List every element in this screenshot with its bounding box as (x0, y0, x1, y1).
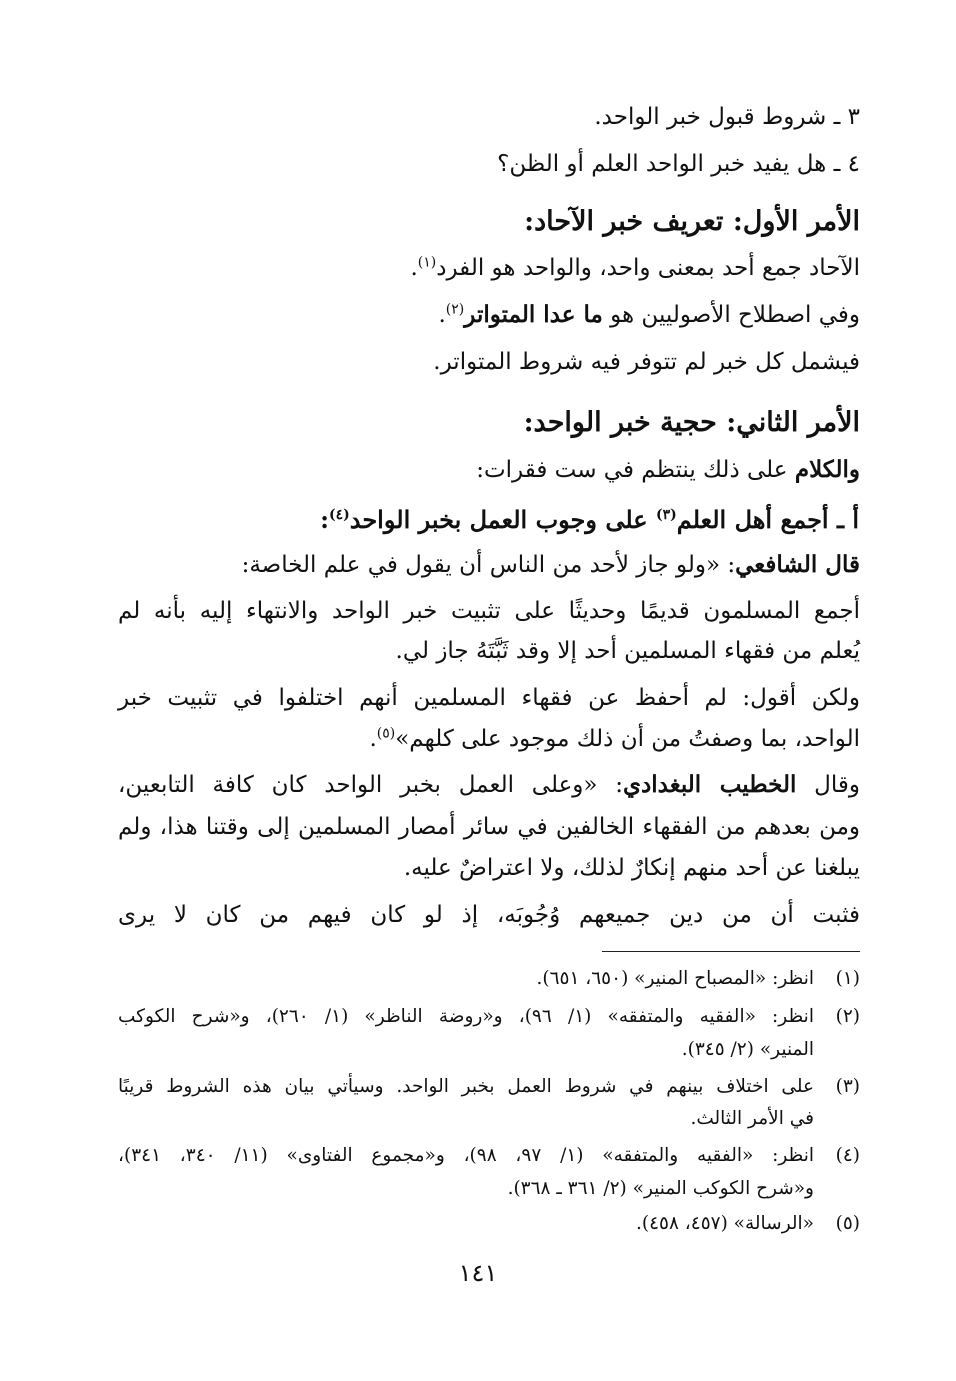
paragraph-text: وفي اصطلاح الأصوليين هو (602, 302, 860, 328)
paragraph-definition-technical (438, 298, 860, 332)
punctuation: . (410, 255, 418, 281)
list-item-4: ٤ ـ هل يفيد خبر الواحد العلم أو الظن؟ (497, 151, 860, 177)
bold-term: قال الشافعي (735, 551, 860, 578)
section-heading-authority: الأمر الثاني: حجية خبر الواحد: (523, 407, 860, 438)
quote-khatib-line-2: ومن بعدهم من الفقهاء الخالفين في سائر أمصار المسلمين إلى وقتنا هذا، ولم (118, 814, 860, 840)
footnote-number: (٥) (835, 1213, 860, 1234)
footnote-number: (٢) (835, 1006, 860, 1027)
footnote-2-continuation: المنير» (٢/ ٣٤٥). (681, 1039, 814, 1060)
footnote-4-continuation: و«شرح الكوكب المنير» (٢/ ٣٦١ ـ ٣٦٨). (507, 1178, 814, 1199)
page-number: ١٤١ (458, 1259, 498, 1287)
footnote-number: (٤) (835, 1145, 860, 1166)
paragraph-text: الآحاد جمع أحد بمعنى واحد، والواحد هو الفرد (436, 255, 860, 281)
footnote-number: (٣) (835, 1076, 860, 1097)
footnote-separator (602, 951, 860, 952)
footnote-1 (536, 965, 860, 993)
footnote-text: «الرسالة» (٤٥٧، ٤٥٨). (635, 1213, 814, 1234)
quote-shafii-line-5 (369, 722, 860, 756)
footnote-4 (118, 1142, 860, 1170)
paragraph-definition-linguistic (410, 251, 860, 285)
section-heading-definition: الأمر الأول: تعريف خبر الآحاد: (524, 206, 860, 237)
paragraph-text: وقال (796, 772, 860, 798)
footnote-text: على اختلاف بينهم في شروط العمل بخبر الواحد. وسيأتي بيان هذه الشروط قريبًا (118, 1076, 814, 1097)
footnote-text: انظر: «الفقيه والمتفقه» (١/ ٩٧، ٩٨)، و«مجموع الفتاوى» (١١/ ٣٤٠، ٣٤١)، (118, 1145, 814, 1166)
quote-shafii-line-4: ولكن أقول: لم أحفظ عن فقهاء المسلمين أنهم اختلفوا في تثبيت خبر (118, 685, 860, 711)
quote-shafii-line-1 (242, 548, 860, 582)
quote-khatib-line-3: يبلغنا عن أحد منهم إنكارٌ لذلك، ولا اعتراضٌ عليه. (403, 855, 860, 881)
punctuation: . (438, 302, 446, 328)
bold-term: والكلام (794, 456, 860, 483)
subheading-consensus (320, 503, 859, 537)
footnote-ref: (٣) (655, 507, 677, 523)
paragraph-text: : «وعلى العمل بخبر الواحد كان كافة التابعين، (118, 772, 624, 798)
paragraph-text: على ذلك ينتظم في ست فقرات: (476, 457, 795, 483)
footnote-5 (636, 1210, 860, 1238)
quote-shafii-line-3: يُعلم من فقهاء المسلمين أحد إلا وقد ثَبَّتَهُ جاز لي. (395, 638, 860, 664)
paragraph-text: الواحد، بما وصفتُ من أن ذلك موجود على كلهم» (395, 726, 860, 752)
subheading-text: على وجوب العمل بخبر الواحد (349, 505, 656, 534)
footnote-text: انظر: «الفقيه والمتفقه» (١/ ٩٦)، و«روضة الناظر» (١/ ٢٦٠)، و«شرح الكوكب (118, 1006, 814, 1027)
quote-khatib-line-1 (118, 768, 860, 802)
footnote-3-continuation: في الأمر الثالث. (690, 1108, 814, 1129)
footnote-2 (118, 1003, 860, 1031)
paragraph-last-line: فثبت أن من دين جميعهم وُجُوبَه، إذ لو كان فيهم من كان لا يرى (118, 902, 860, 928)
footnote-ref: (٥) (376, 725, 396, 742)
footnote-3 (118, 1073, 860, 1101)
footnote-ref: (٢) (445, 301, 465, 318)
bold-term: ما عدا المتواتر (464, 301, 603, 328)
footnote-ref: (٤) (328, 507, 350, 523)
footnote-ref: (١) (417, 254, 437, 271)
footnote-text: انظر: «المصباح المنير» (٦٥٠، ٦٥١). (536, 968, 814, 989)
paragraph-text: : «ولو جاز لأحد من الناس أن يقول في علم الخاصة: (241, 552, 736, 578)
list-item-3: ٣ ـ شروط قبول خبر الواحد. (594, 104, 860, 130)
quote-shafii-line-2: أجمع المسلمون قديمًا وحديثًا على تثبيت خبر الواحد والانتهاء إليه بأنه لم (118, 598, 860, 624)
punctuation: : (320, 505, 329, 534)
footnote-number: (١) (835, 968, 860, 989)
bold-term: الخطيب البغدادي (623, 771, 797, 798)
paragraph-definition-scope: فيشمل كل خبر لم تتوفر فيه شروط المتواتر. (433, 349, 860, 375)
punctuation: . (369, 726, 377, 752)
subheading-text: أ ـ أجمع أهل العلم (676, 505, 859, 534)
paragraph-intro (476, 453, 860, 487)
